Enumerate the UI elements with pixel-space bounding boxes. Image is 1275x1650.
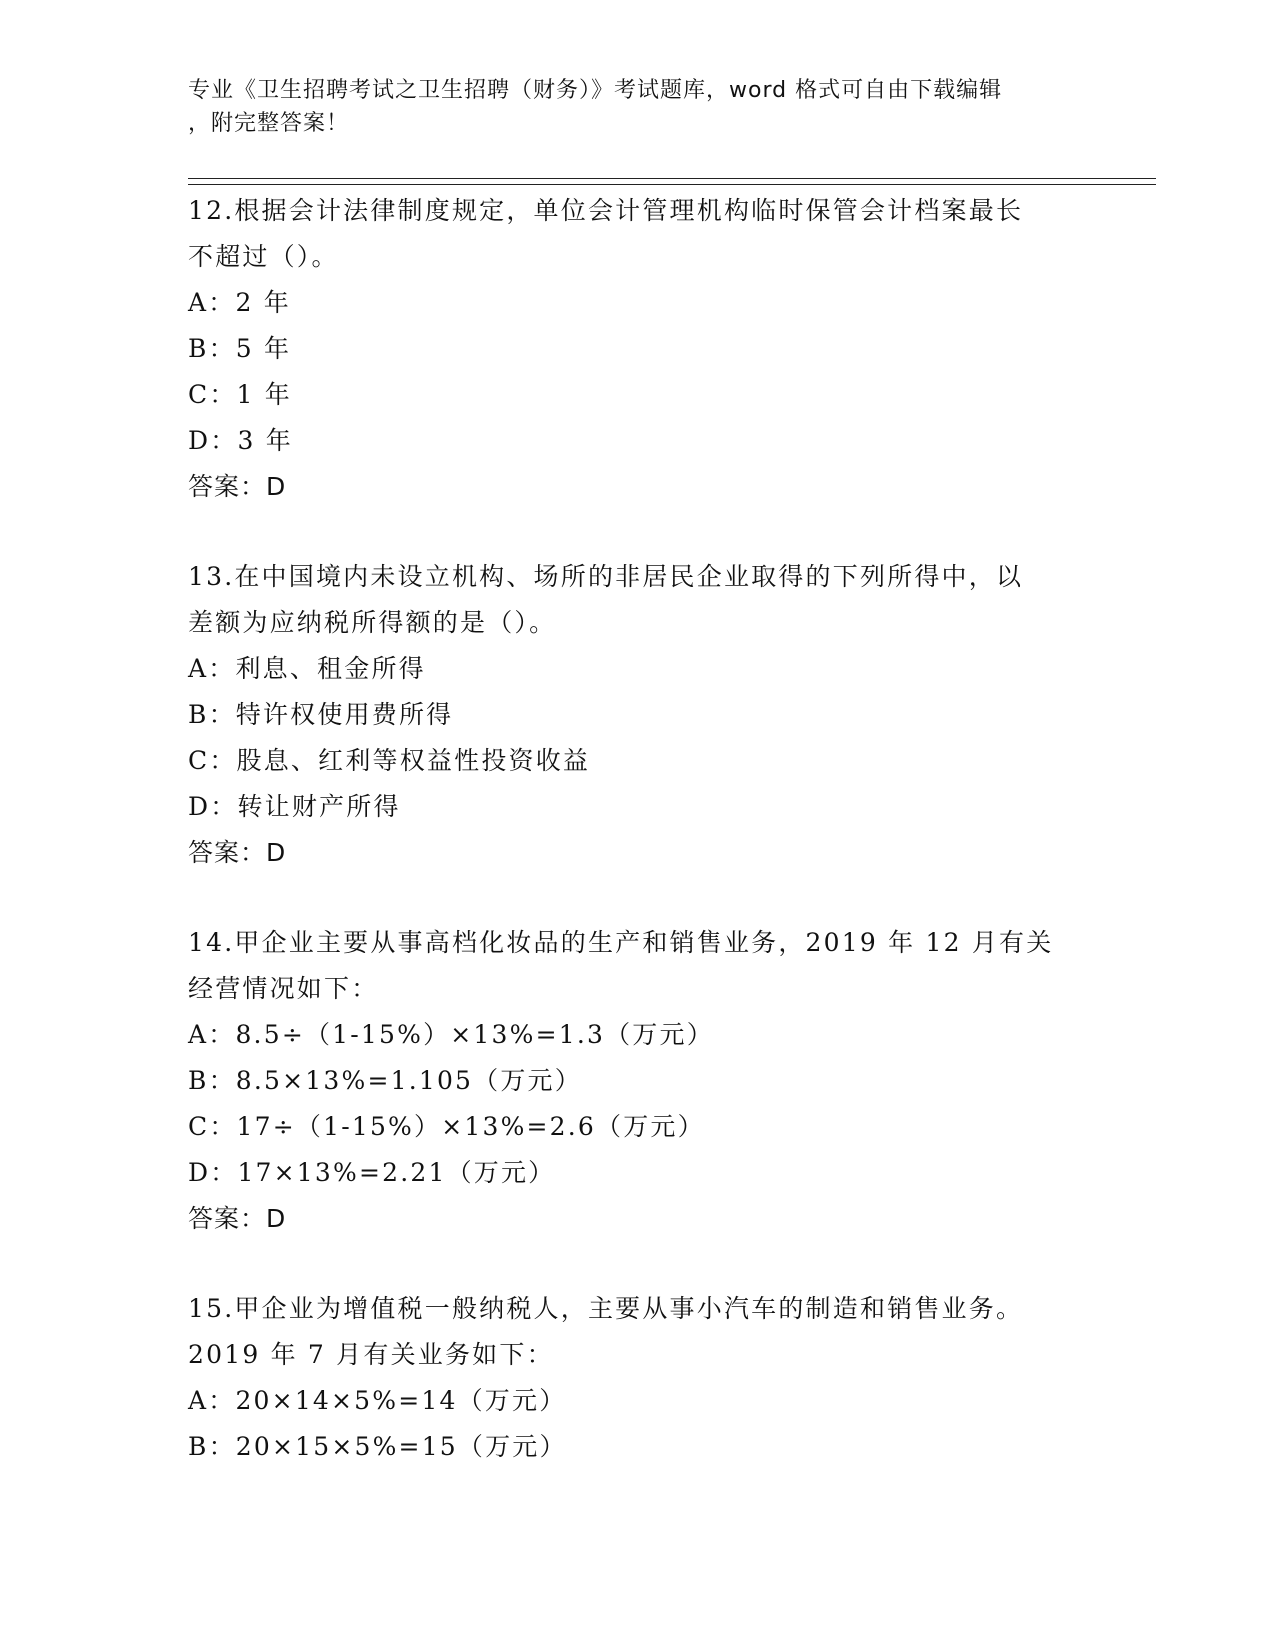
option-b: B：8.5×13%=1.105（万元） — [188, 1066, 582, 1095]
option-c: C：股息、红利等权益性投资收益 — [188, 746, 591, 775]
option-b: B：20×15×5%=15（万元） — [188, 1432, 567, 1461]
question-stem-line: 15.甲企业为增值税一般纳税人，主要从事小汽车的制造和销售业务。 — [188, 1294, 1024, 1323]
option-b: B：5 年 — [188, 334, 292, 363]
option-d: D：3 年 — [188, 426, 293, 455]
question-stem-line: 不超过（）。 — [188, 242, 339, 271]
question-stem — [188, 920, 1088, 1012]
question-stem-line: 2019 年 7 月有关业务如下： — [188, 1340, 554, 1369]
header-line-2: ，附完整答案！ — [188, 111, 350, 136]
option-b: B：特许权使用费所得 — [188, 700, 454, 729]
question-13 — [188, 554, 1088, 876]
question-stem-line: 13.在中国境内未设立机构、场所的非居民企业取得的下列所得中，以 — [188, 562, 1024, 591]
question-stem-line: 经营情况如下： — [188, 974, 379, 1003]
option-a: A：利息、租金所得 — [188, 654, 426, 683]
option-a: A：20×14×5%=14（万元） — [188, 1386, 567, 1415]
header-line-1: 专业《卫生招聘考试之卫生招聘（财务）》考试题库，word 格式可自由下载编辑 — [188, 78, 1003, 103]
question-stem-line: 14.甲企业主要从事高档化妆品的生产和销售业务，2019 年 12 月有关 — [188, 928, 1054, 957]
answer-line: 答案：D — [188, 1204, 287, 1233]
question-stem — [188, 188, 1088, 280]
question-stem-line: 12.根据会计法律制度规定，单位会计管理机构临时保管会计档案最长 — [188, 196, 1024, 225]
option-d: D：17×13%=2.21（万元） — [188, 1158, 556, 1187]
header-divider-bottom — [188, 184, 1156, 185]
question-14 — [188, 920, 1088, 1242]
answer-line: 答案：D — [188, 838, 287, 867]
option-c: C：1 年 — [188, 380, 292, 409]
option-d: D：转让财产所得 — [188, 792, 401, 821]
question-stem — [188, 1286, 1088, 1378]
question-12 — [188, 188, 1088, 510]
document-header — [188, 74, 1068, 140]
question-list — [188, 188, 1088, 1514]
header-divider-top — [188, 178, 1156, 179]
option-c: C：17÷（1-15%）×13%=2.6（万元） — [188, 1112, 705, 1141]
answer-line: 答案：D — [188, 472, 287, 501]
question-stem — [188, 554, 1088, 646]
option-a: A：8.5÷（1-15%）×13%=1.3（万元） — [188, 1020, 714, 1049]
question-stem-line: 差额为应纳税所得额的是（）。 — [188, 608, 557, 637]
question-15 — [188, 1286, 1088, 1470]
option-a: A：2 年 — [188, 288, 291, 317]
